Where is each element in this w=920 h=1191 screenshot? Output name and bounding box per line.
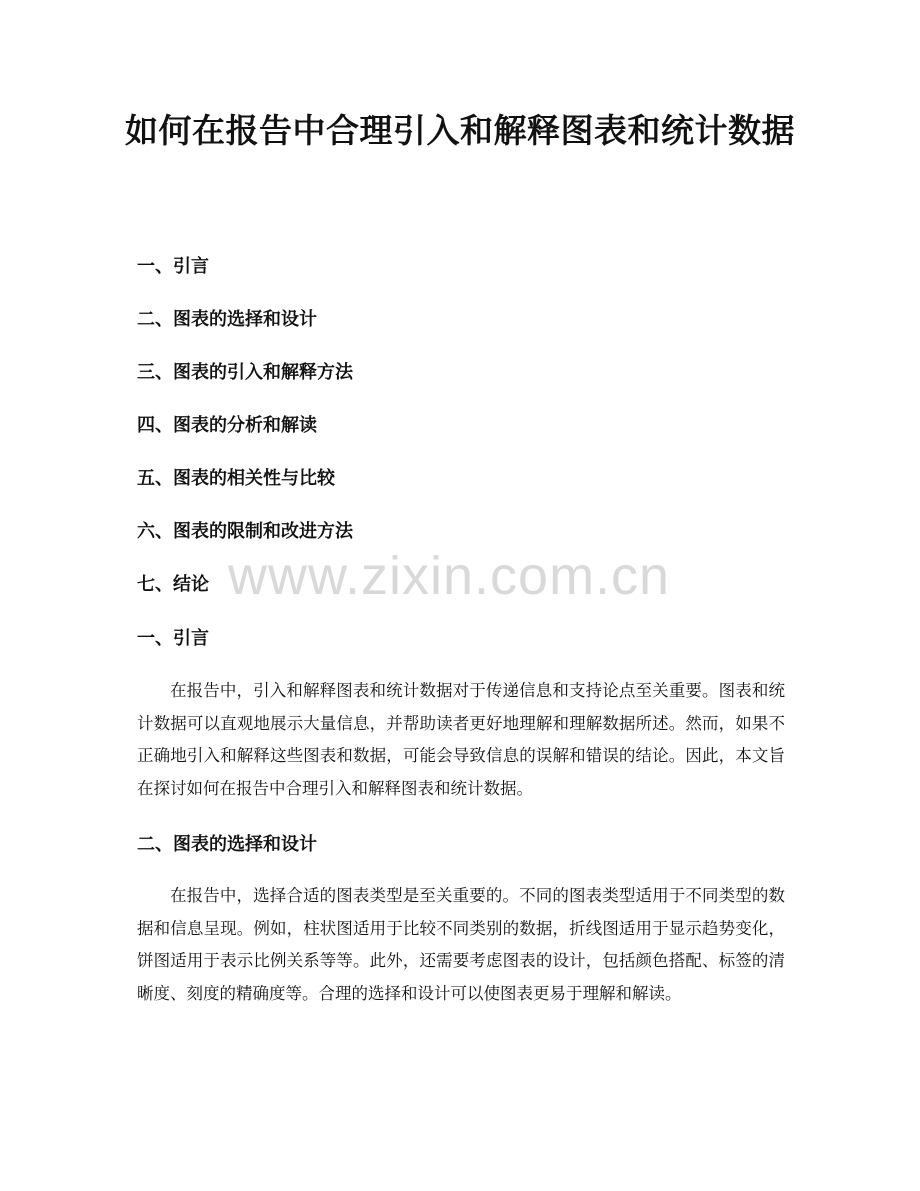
section-body-chart-selection: 在报告中，选择合适的图表类型是至关重要的。不同的图表类型适用于不同类型的数据和信息呈现。例如，柱状图适用于比较不同类别的数据，折线图适用于显示趋势变化，饼图适用于表示比例关系等等。此外，还需要考虑图表的设计，包括颜色搭配、标签的清晰度、刻度的精确度等。合理的选择和设计可以使图表更易于理解和解读。: [137, 886, 785, 1003]
watermark: www.zixin.com.cn: [228, 546, 671, 606]
toc-item: 三、图表的引入和解释方法: [137, 362, 353, 383]
document-title: 如何在报告中合理引入和解释图表和统计数据: [125, 111, 795, 150]
toc-item: 二、图表的选择和设计: [137, 309, 317, 330]
section-body-introduction: 在报告中，引入和解释图表和统计数据对于传递信息和支持论点至关重要。图表和统计数据可以直观地展示大量信息，并帮助读者更好地理解和理解数据所述。然而，如果不正确地引入和解释这些图表和数据，可能会导致信息的误解和错误的结论。因此，本文旨在探讨如何在报告中合理引入和解释图表和统计数据。: [137, 681, 785, 798]
toc-item: 六、图表的限制和改进方法: [137, 521, 353, 542]
section-heading-introduction: 一、引言: [137, 628, 209, 649]
toc-item: 四、图表的分析和解读: [137, 415, 317, 436]
toc-item: 七、结论: [137, 574, 209, 595]
toc-item: 一、引言: [137, 256, 209, 277]
table-of-contents: [137, 250, 353, 621]
toc-item: 五、图表的相关性与比较: [137, 468, 335, 489]
section-heading-chart-selection: 二、图表的选择和设计: [137, 834, 317, 855]
